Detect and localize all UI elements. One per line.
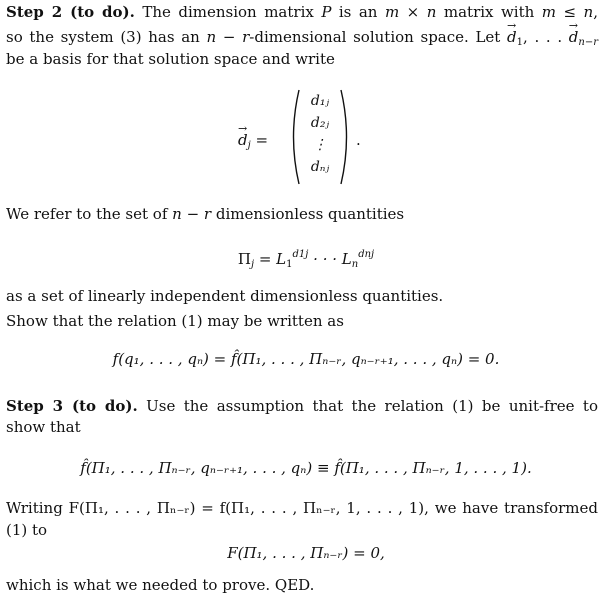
step3-line-4: (1) to (6, 521, 48, 539)
dots: , . . . (523, 28, 569, 46)
math-P: P (321, 3, 332, 21)
times-symbol: × (399, 3, 427, 21)
superscript: d1j (292, 249, 309, 260)
step2-line-5: as a set of linearly independent dimensionless quantities. (6, 287, 444, 305)
text: The dimension matrix (134, 3, 322, 21)
pi-symbol: Π (237, 250, 251, 268)
vector-entry: d₂ⱼ (310, 115, 330, 131)
step2-line-3: be a basis for that solution space and write (6, 50, 335, 68)
math-n: n (426, 3, 437, 21)
subscript: 1 (516, 37, 523, 48)
text: is an (331, 3, 385, 21)
equals: = (250, 131, 269, 149)
math-n-minus-r: n − r (206, 28, 250, 46)
step3-line-5: which is what we needed to prove. QED. (6, 576, 315, 594)
text: · · · L (308, 250, 352, 268)
subscript: j (247, 140, 251, 151)
subscript: 1 (286, 259, 293, 270)
vector-entry: dₙⱼ (310, 159, 330, 175)
vector-d: → d (238, 130, 248, 151)
subscript: n−r (578, 37, 598, 48)
step2-line-6: Show that the relation (1) may be written as (6, 312, 344, 330)
step2-line-4 (6, 204, 404, 225)
vector-d: → d (507, 27, 517, 48)
vector-d: → d (569, 27, 579, 48)
text: We refer to the set of (6, 205, 173, 223)
subscript: j (250, 259, 255, 270)
step3-line-2: show that (6, 418, 81, 436)
F-equation: F(Π₁, . . . , Πₙ₋ᵣ) = 0, (227, 544, 385, 562)
vector-entry: d₁ⱼ (310, 93, 330, 109)
vector-entry: ⋮ (313, 137, 327, 153)
column-vector-equation (0, 88, 612, 188)
subscript: n (351, 259, 359, 270)
math-n: n (583, 3, 594, 21)
step3-line-3: Writing F(Π₁, . . . , Πₙ₋ᵣ) = f(Π₁, . . . , Πₙ₋ᵣ, 1, . . . , 1), we have transformed (6, 499, 598, 517)
leq-symbol: ≤ (556, 3, 584, 21)
pi-equation (0, 244, 612, 275)
left-paren-icon (286, 88, 302, 186)
math-n-minus-r: n − r (172, 205, 212, 223)
step3-equation: f̂(Π₁, . . . , Πₙ₋ᵣ, qₙ₋ᵣ₊₁, . . . , qₙ) ≡ f̂(Π₁, . . . , Πₙ₋ᵣ, 1, . . . , 1). (80, 459, 532, 477)
math-m: m (541, 3, 557, 21)
step3-line-1 (6, 396, 598, 417)
step3-heading: Step 3 (to do). (6, 397, 138, 415)
comma: , (593, 3, 598, 21)
text: -dimensional solution space. Let (249, 28, 508, 46)
right-paren-icon (338, 88, 354, 186)
superscript: dnj (358, 249, 375, 260)
text: matrix with (436, 3, 542, 21)
vector-entries (302, 90, 338, 178)
step2-heading: Step 2 (to do). (6, 3, 135, 21)
text: = L (254, 250, 287, 268)
math-m: m (384, 3, 400, 21)
text: so the system (3) has an (6, 28, 207, 46)
f-equation: f(q₁, . . . , qₙ) = f̂(Π₁, . . . , Πₙ₋ᵣ, qₙ₋ᵣ₊₁, . . . , qₙ) = 0. (112, 350, 500, 368)
vector-lhs (238, 130, 268, 156)
text: dimensionless quantities (211, 205, 405, 223)
text: Use the assumption that the relation (1) be unit-free to (137, 397, 598, 415)
period: . (356, 131, 361, 149)
